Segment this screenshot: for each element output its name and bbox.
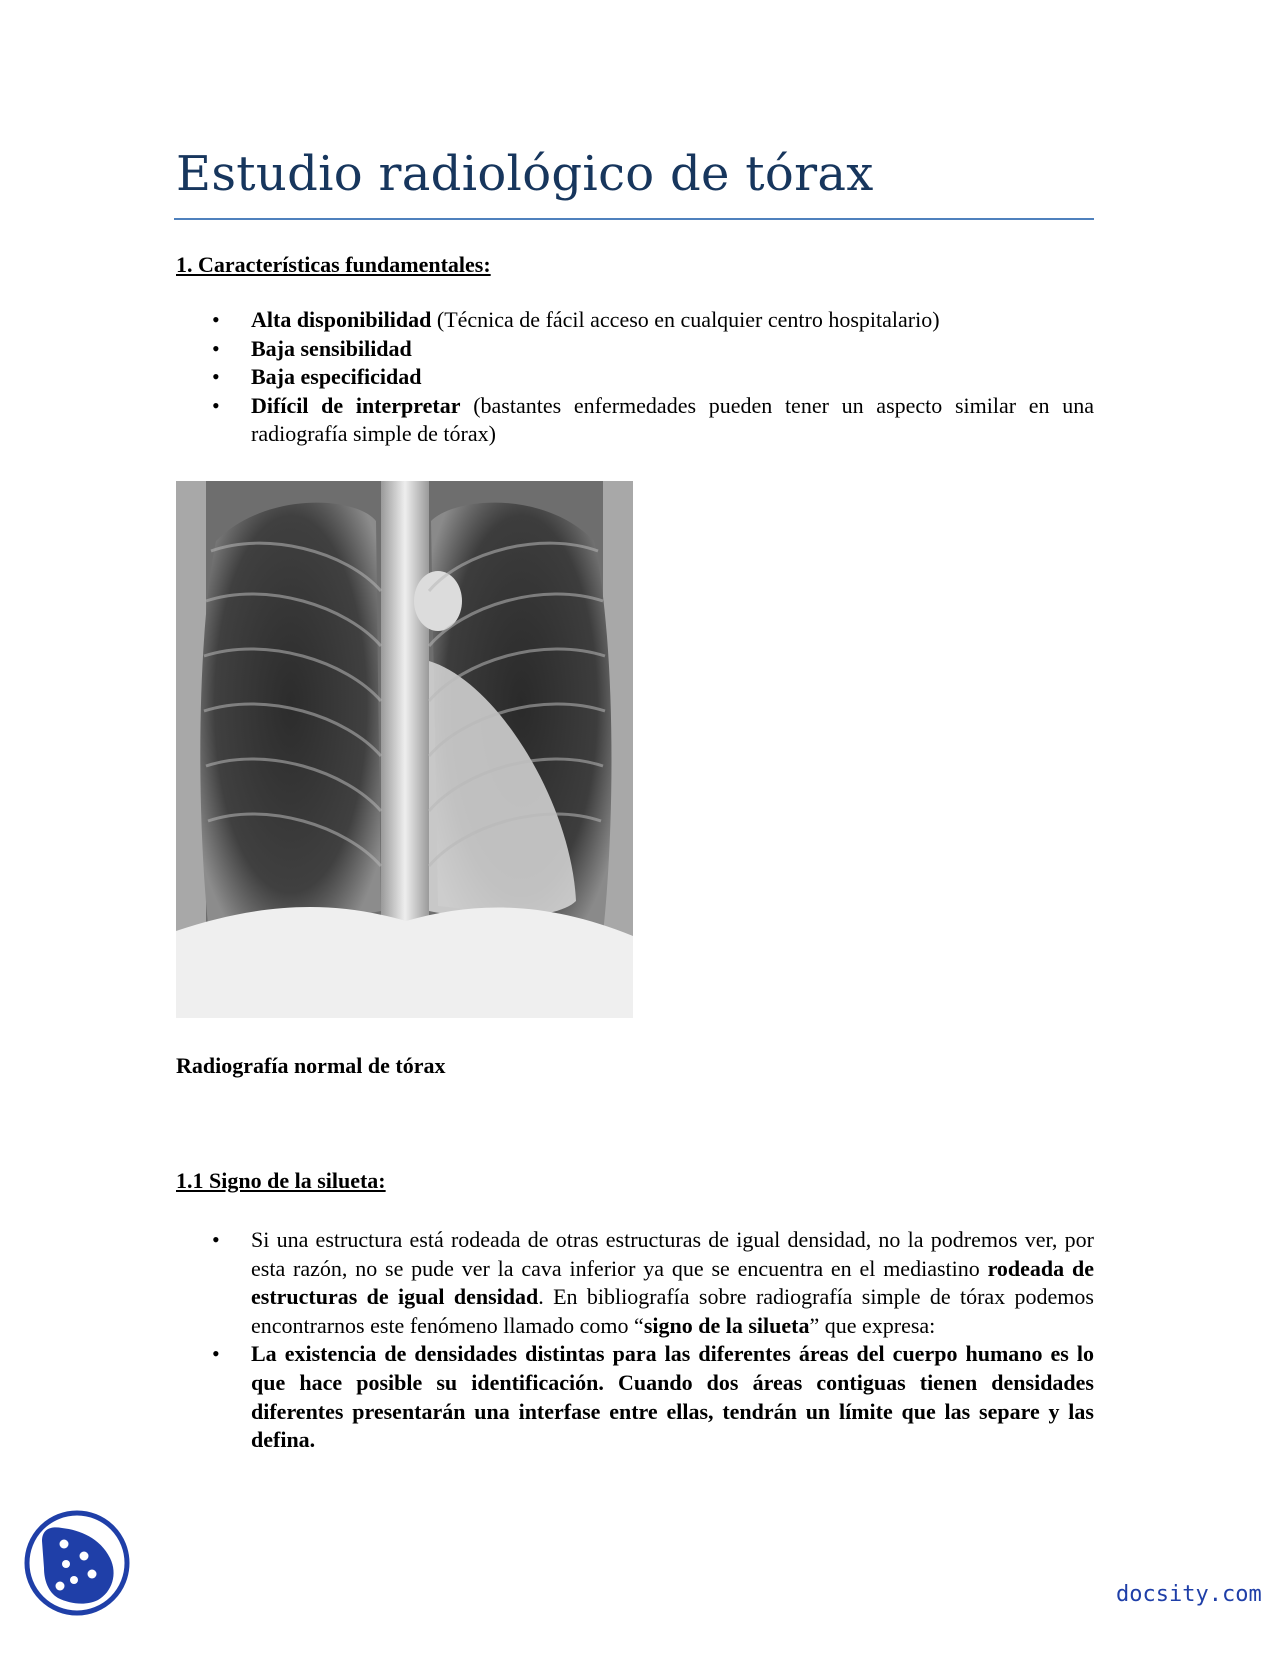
list-item — [176, 363, 1094, 392]
list-item — [176, 1340, 1094, 1454]
figure-caption: Radiografía normal de tórax — [176, 1053, 446, 1078]
docsity-logo-icon — [22, 1508, 132, 1618]
characteristics-list — [176, 306, 1094, 449]
section-1-heading: 1. Características fundamentales: — [176, 252, 491, 277]
list-item-text: . En bibliografía sobre radiografía simple de tórax podemos encontrarnos este fenómeno llamado como “ — [251, 1284, 1094, 1338]
list-item-text: (Técnica de fácil acceso en cualquier centro hospitalario) — [431, 307, 940, 332]
section-1-1-heading: 1.1 Signo de la silueta: — [176, 1168, 386, 1193]
list-item-bold: Baja sensibilidad — [251, 335, 412, 361]
list-item-text: (bastantes enfermedades pueden tener un aspecto similar en una radiografía simple de tórax) — [251, 392, 1095, 447]
list-item-bold: La existencia de densidades distintas para las diferentes áreas del cuerpo humano es lo que hace posible su identificación. Cuando dos áreas contiguas tienen densidades diferentes presentarán una interfase entre ellas, tendrán un límite que las separe y las defina. — [251, 1341, 1094, 1453]
chest-xray-image — [176, 481, 633, 1018]
silhouette-sign-list — [176, 1226, 1094, 1455]
list-item — [176, 392, 1094, 449]
list-item — [176, 1226, 1094, 1340]
title-underline — [174, 218, 1094, 220]
list-item-text: ” que expresa: — [809, 1312, 936, 1338]
list-item-bold: Baja especificidad — [251, 364, 422, 390]
document-title: Estudio radiológico de tórax — [176, 146, 874, 202]
list-item-bold: rodeada de estructuras de igual densidad — [251, 1255, 1094, 1310]
list-item-bold: Difícil de interpretar — [251, 392, 461, 418]
docsity-watermark-link[interactable]: docsity.com — [1116, 1582, 1262, 1607]
list-item-bold: signo de la silueta — [643, 1312, 810, 1338]
list-item-bold: Alta disponibilidad — [251, 307, 432, 332]
list-item-text: Si una estructura está rodeada de otras estructuras de igual densidad, no la podremos ver, por esta razón, no se pude ver la cava inferior ya que se encuentra en el mediastino — [251, 1227, 1094, 1281]
list-item — [176, 335, 1094, 364]
list-item — [176, 306, 1094, 335]
